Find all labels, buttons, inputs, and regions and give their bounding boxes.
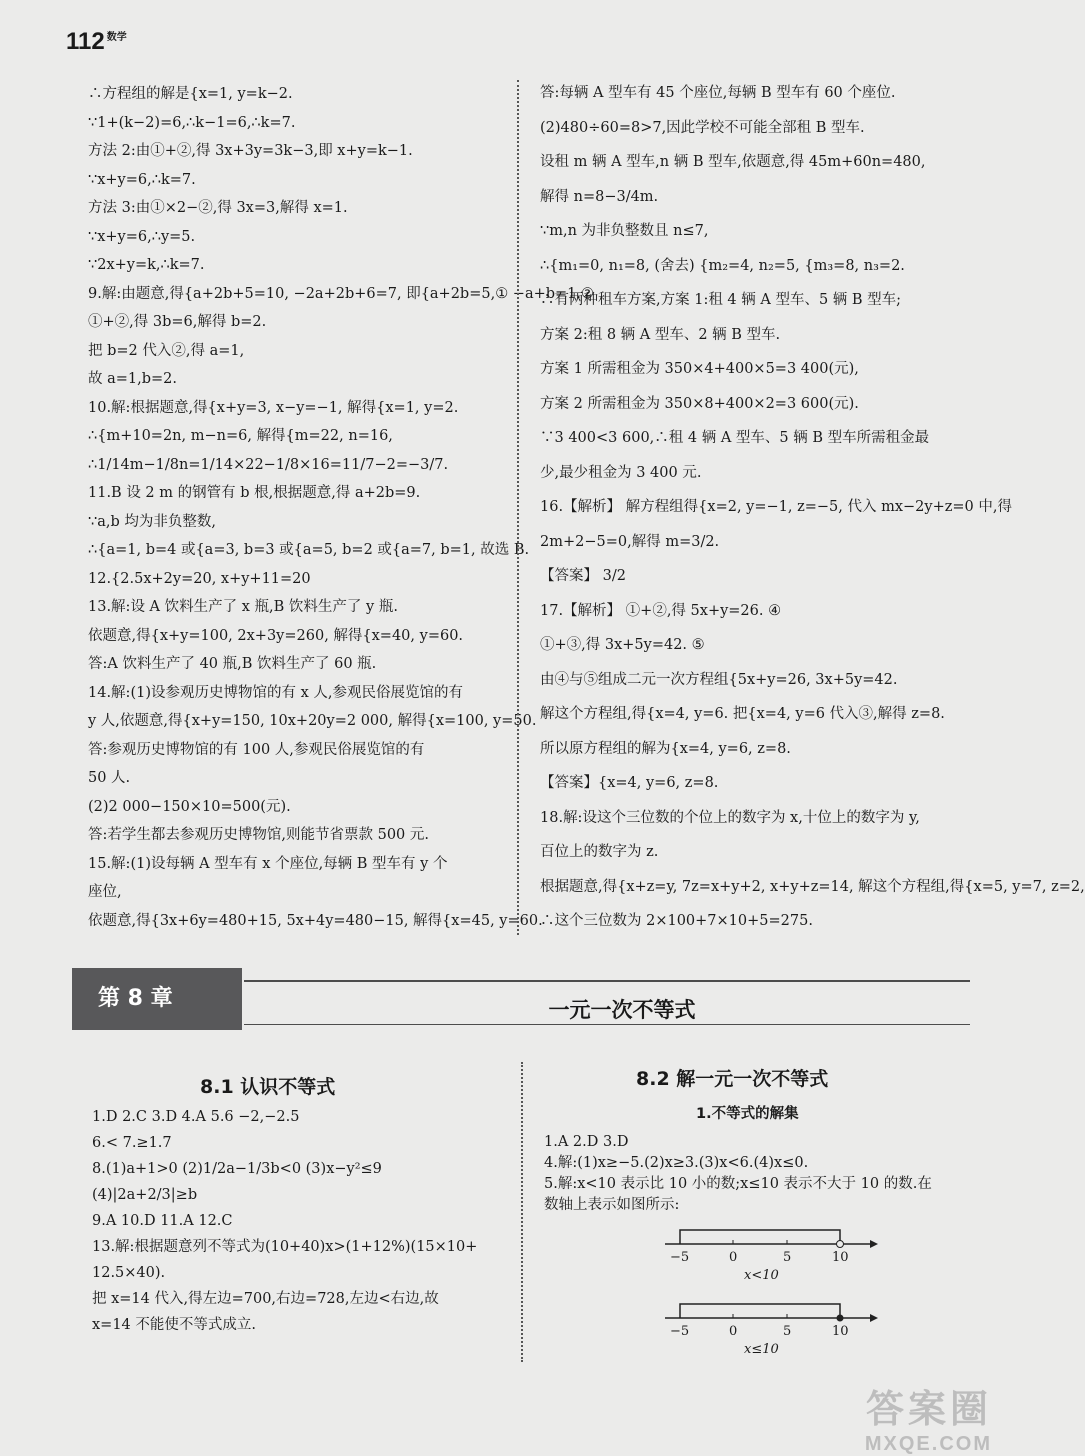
text-line: ∵1+(k−2)=6,∴k−1=6,∴k=7. [88,114,296,131]
text-line: 解这个方程组,得{x=4, y=6. 把{x=4, y=6 代入③,解得 z=8. [540,706,945,722]
chapter-label: 第 8 章 [72,968,242,1030]
text-line: ∵2x+y=k,∴k=7. [88,257,205,273]
tick-label: 10 [832,1250,849,1265]
text-line: 依题意,得{x+y=100, 2x+3y=260, 解得{x=40, y=60. [88,627,464,644]
tick-label: 0 [729,1324,738,1339]
chapter-rule-bottom [244,1024,970,1025]
axis-arrow-1 [870,1240,878,1248]
open-endpoint [837,1241,844,1248]
section-8-1-body [92,1104,512,1338]
text-line: 2m+2−5=0,解得 m=3/2. [540,533,720,550]
text-line: 12.5×40). [92,1265,166,1281]
tick-label: 0 [729,1250,738,1265]
text-line: ∴1/14m−1/8n=1/14×22−1/8×16=11/7−2=−3/7. [88,456,449,473]
text-line: 方案 1 所需租金为 350×4+400×5=3 400(元), [540,361,859,377]
section-8-2-title: 8.2 解一元一次不等式 [636,1068,829,1090]
text-line: ①+②,得 3b=6,解得 b=2. [88,314,267,330]
text-line: 1.A 2.D 3.D [544,1134,629,1150]
text-line: 9.A 10.D 11.A 12.C [92,1213,233,1229]
text-line: 13.解:根据题意列不等式为(10+40)x>(1+12%)(15×10+ [92,1239,478,1255]
number-line-x-lt-10 [660,1226,880,1286]
text-line: ∴{m+10=2n, m−n=6, 解得{m=22, n=16, [88,428,393,444]
text-line: 把 x=14 代入,得左边=700,右边=728,左边<右边,故 [92,1291,439,1307]
text-line: 17.【解析】 ①+②,得 5x+y=26. ④ [540,602,782,619]
column-divider [517,80,519,935]
text-line: ∴有两种租车方案,方案 1:租 4 辆 A 型车、5 辆 B 型车; [540,292,902,308]
text-line: 根据题意,得{x+z=y, 7z=x+y+2, x+y+z=14, 解这个方程组,得{x=5, y=7, z=2, [540,878,1085,895]
right-column [540,76,1085,939]
section-8-2-body [544,1132,984,1216]
text-line: 答:A 饮料生产了 40 瓶,B 饮料生产了 60 瓶. [88,656,377,672]
text-line: 方法 2:由①+②,得 3x+3y=3k−3,即 x+y=k−1. [88,143,413,159]
text-line: 方案 2:租 8 辆 A 型车、2 辆 B 型车. [540,326,781,343]
text-line: 座位, [88,884,122,900]
text-line: ∵3 400<3 600,∴租 4 辆 A 型车、5 辆 B 型车所需租金最 [540,430,930,446]
text-line: 故 a=1,b=2. [88,371,178,387]
text-line: ∵x+y=6,∴y=5. [88,228,196,245]
text-line: 4.解:(1)x≥−5.(2)x≥3.(3)x<6.(4)x≤0. [544,1155,809,1171]
text-line: 9.解:由题意,得{a+2b+5=10, −2a+2b+6=7, 即{a+2b=5,① −a+b=1.② [88,285,595,302]
text-line: 12.{2.5x+2y=20, x+y+11=20 [88,570,311,587]
text-line: ∵a,b 均为非负整数, [88,513,216,530]
text-line: ∵m,n 为非负整数且 n≤7, [540,223,709,239]
column-divider-lower [521,1062,523,1362]
text-line: 6.< 7.≥1.7 [92,1135,172,1151]
text-line: 依题意,得{3x+6y=480+15, 5x+4y=480−15, 解得{x=45, y=60. [88,912,543,929]
text-line: ∵x+y=6,∴k=7. [88,171,196,188]
solution-bracket-2 [680,1304,840,1318]
chapter-rule-top [244,980,970,982]
tick-label: 10 [832,1324,849,1339]
text-line: y 人,依题意,得{x+y=150, 10x+20y=2 000, 解得{x=100, y=50. [88,713,537,729]
text-line: 把 b=2 代入②,得 a=1, [88,342,245,359]
text-line: 设租 m 辆 A 型车,n 辆 B 型车,依题意,得 45m+60n=480, [540,154,926,170]
tick-label: 5 [783,1250,792,1265]
text-line: ①+③,得 3x+5y=42. ⑤ [540,637,705,653]
watermark-logo [865,1378,992,1456]
text-line: (4)|2a+2/3|≥b [92,1187,198,1203]
page-number: 112 $^{数学}$ [66,28,127,55]
closed-endpoint [837,1315,844,1322]
tick-label: −5 [670,1250,690,1265]
text-line: 【答案】 3/2 [540,568,626,584]
text-line: 答:参观历史博物馆的有 100 人,参观民俗展览馆的有 [88,741,425,758]
text-line: 少,最少租金为 3 400 元. [540,464,702,481]
text-line: 方法 3:由①×2−②,得 3x=3,解得 x=1. [88,200,348,216]
tick-label: −5 [670,1324,690,1339]
axis-caption: x<10 [744,1268,779,1283]
text-line: 数轴上表示如图所示: [544,1197,680,1213]
text-line: 答:若学生都去参观历史博物馆,则能节省票款 500 元. [88,827,429,843]
page-tag: 数学 [106,32,127,43]
text-line: 16.【解析】 解方程组得{x=2, y=−1, z=−5, 代入 mx−2y+z=0 中,得 [540,499,1012,515]
text-line: 百位上的数字为 z. [540,844,659,860]
text-line: 方案 2 所需租金为 350×8+400×2=3 600(元). [540,395,859,412]
watermark-line-1: 答案圈 [865,1389,992,1431]
text-line: ∴{a=1, b=4 或{a=3, b=3 或{a=5, b=2 或{a=7, b=1, 故选 B. [88,542,530,558]
text-line: 50 人. [88,770,131,786]
chapter-banner [72,968,970,1030]
tick-label: 5 [783,1324,792,1339]
text-line: 10.解:根据题意,得{x+y=3, x−y=−1, 解得{x=1, y=2. [88,399,459,416]
text-line: 18.解:设这个三位数的个位上的数字为 x,十位上的数字为 y, [540,809,920,826]
number-line-x-le-10 [660,1300,880,1360]
text-line: x=14 不能使不等式成立. [92,1317,256,1333]
text-line: 由④与⑤组成二元一次方程组{5x+y=26, 3x+5y=42. [540,671,898,688]
axis-arrow-2 [870,1314,878,1322]
text-line: ∴方程组的解是{x=1, y=k−2. [88,86,293,102]
text-line: 11.B 设 2 m 的钢管有 b 根,根据题意,得 a+2b=9. [88,485,421,501]
section-8-2-subtitle: 1.不等式的解集 [696,1106,799,1122]
text-line: ∴{m₁=0, n₁=8, (舍去) {m₂=4, n₂=5, {m₃=8, n₃=2. [540,257,905,274]
text-line: 13.解:设 A 饮料生产了 x 瓶,B 饮料生产了 y 瓶. [88,599,398,615]
text-line: 14.解:(1)设参观历史博物馆的有 x 人,参观民俗展览馆的有 [88,684,463,701]
text-line: ∴这个三位数为 2×100+7×10+5=275. [540,913,813,929]
text-line: 解得 n=8−3/4m. [540,188,659,205]
chapter-title: 一元一次不等式 [548,998,696,1022]
text-line: 8.(1)a+1>0 (2)1/2a−1/3b<0 (3)x−y²≤9 [92,1161,382,1177]
text-line: 【答案】{x=4, y=6, z=8. [540,775,719,791]
text-line: 答:每辆 A 型车有 45 个座位,每辆 B 型车有 60 个座位. [540,85,896,101]
text-line: 1.D 2.C 3.D 4.A 5.6 −2,−2.5 [92,1109,300,1125]
section-8-1-title: 8.1 认识不等式 [200,1076,336,1098]
text-line: 15.解:(1)设每辆 A 型车有 x 个座位,每辆 B 型车有 y 个 [88,855,448,872]
text-line: 所以原方程组的解为{x=4, y=6, z=8. [540,740,791,757]
watermark-line-2: MXQE.COM [864,1433,992,1455]
solution-bracket-1 [680,1230,840,1244]
text-line: 5.解:x<10 表示比 10 小的数;x≤10 表示不大于 10 的数.在 [544,1176,932,1192]
axis-caption: x≤10 [744,1342,779,1357]
text-line: (2)2 000−150×10=500(元). [88,798,291,815]
text-line: (2)480÷60=8>7,因此学校不可能全部租 B 型车. [540,119,865,136]
